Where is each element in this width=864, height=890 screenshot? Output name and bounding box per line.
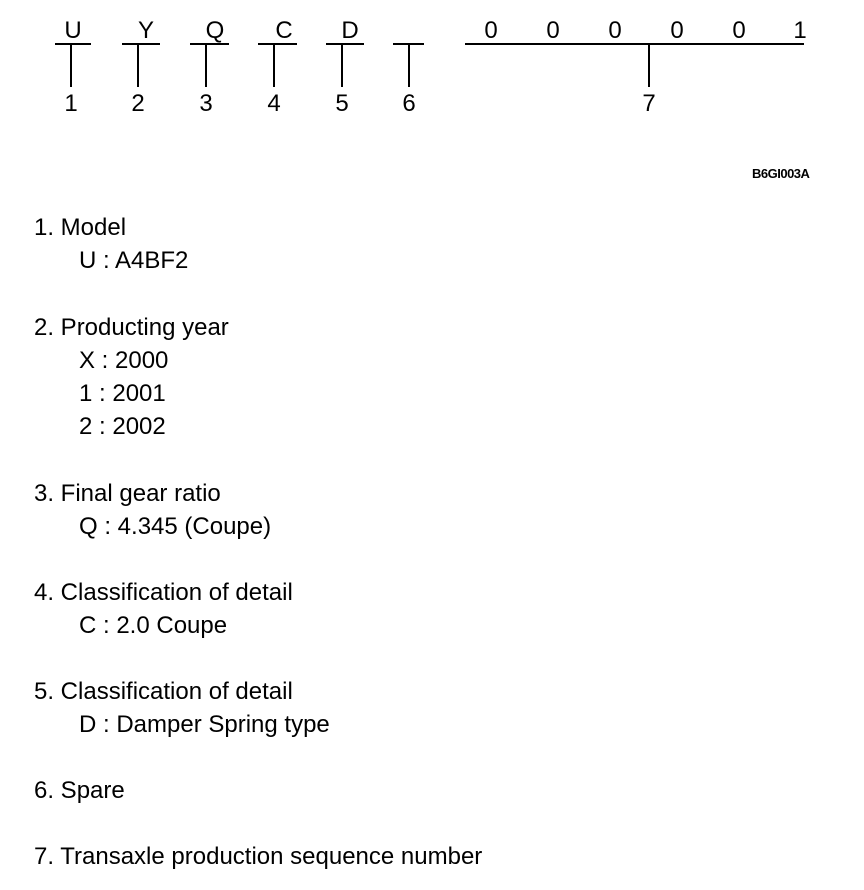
code-segment-6 bbox=[393, 44, 424, 117]
serial-digit: 0 bbox=[546, 17, 560, 44]
legend-item-final-gear-ratio bbox=[34, 477, 271, 543]
code-char: C bbox=[275, 17, 293, 44]
legend-value: X : 2000 bbox=[79, 347, 169, 374]
position-number: 4 bbox=[267, 90, 281, 117]
code-char: Q bbox=[205, 17, 225, 44]
legend-title: 2. Producting year bbox=[34, 314, 229, 341]
legend-value: 1 : 2001 bbox=[79, 380, 166, 407]
code-segment-2 bbox=[122, 17, 160, 117]
serial-digit: 0 bbox=[484, 17, 498, 44]
code-char: U bbox=[64, 17, 82, 44]
serial-digit: 1 bbox=[793, 17, 807, 44]
legend-value: D : Damper Spring type bbox=[79, 711, 330, 738]
position-number: 1 bbox=[64, 90, 78, 117]
legend-value: Q : 4.345 (Coupe) bbox=[79, 513, 272, 540]
legend-title: 1. Model bbox=[34, 214, 127, 241]
code-segment-5 bbox=[326, 17, 364, 117]
position-number: 3 bbox=[199, 90, 213, 117]
legend-item-model bbox=[34, 211, 188, 277]
legend-title: 5. Classification of detail bbox=[34, 678, 293, 705]
serial-digit: 0 bbox=[608, 17, 622, 44]
legend-item-sequence-number bbox=[34, 840, 482, 873]
legend-item-producting-year bbox=[34, 311, 229, 443]
legend-value: U : A4BF2 bbox=[79, 247, 189, 274]
legend-item-classification-4 bbox=[34, 576, 293, 642]
position-number: 5 bbox=[335, 90, 349, 117]
legend-item-classification-5 bbox=[34, 675, 330, 741]
code-segment-4 bbox=[258, 17, 297, 117]
position-number: 2 bbox=[131, 90, 145, 117]
legend-title: 6. Spare bbox=[34, 777, 125, 804]
code-char: D bbox=[341, 17, 359, 44]
serial-digit: 0 bbox=[670, 17, 684, 44]
legend-item-spare bbox=[34, 774, 125, 807]
legend-value: C : 2.0 Coupe bbox=[79, 612, 228, 639]
serial-segment bbox=[465, 17, 807, 117]
code-segment-1 bbox=[55, 17, 91, 117]
legend-value: 2 : 2002 bbox=[79, 413, 166, 440]
legend-title: 7. Transaxle production sequence number bbox=[34, 843, 483, 870]
legend-title: 3. Final gear ratio bbox=[34, 480, 221, 507]
legend-title: 4. Classification of detail bbox=[34, 579, 293, 606]
code-char: Y bbox=[137, 17, 155, 44]
position-number: 7 bbox=[642, 90, 656, 117]
code-segment-3 bbox=[190, 17, 229, 117]
code-diagram bbox=[0, 0, 864, 160]
serial-digit: 0 bbox=[732, 17, 746, 44]
position-number: 6 bbox=[402, 90, 416, 117]
figure-code: B6GI003A bbox=[752, 166, 810, 181]
